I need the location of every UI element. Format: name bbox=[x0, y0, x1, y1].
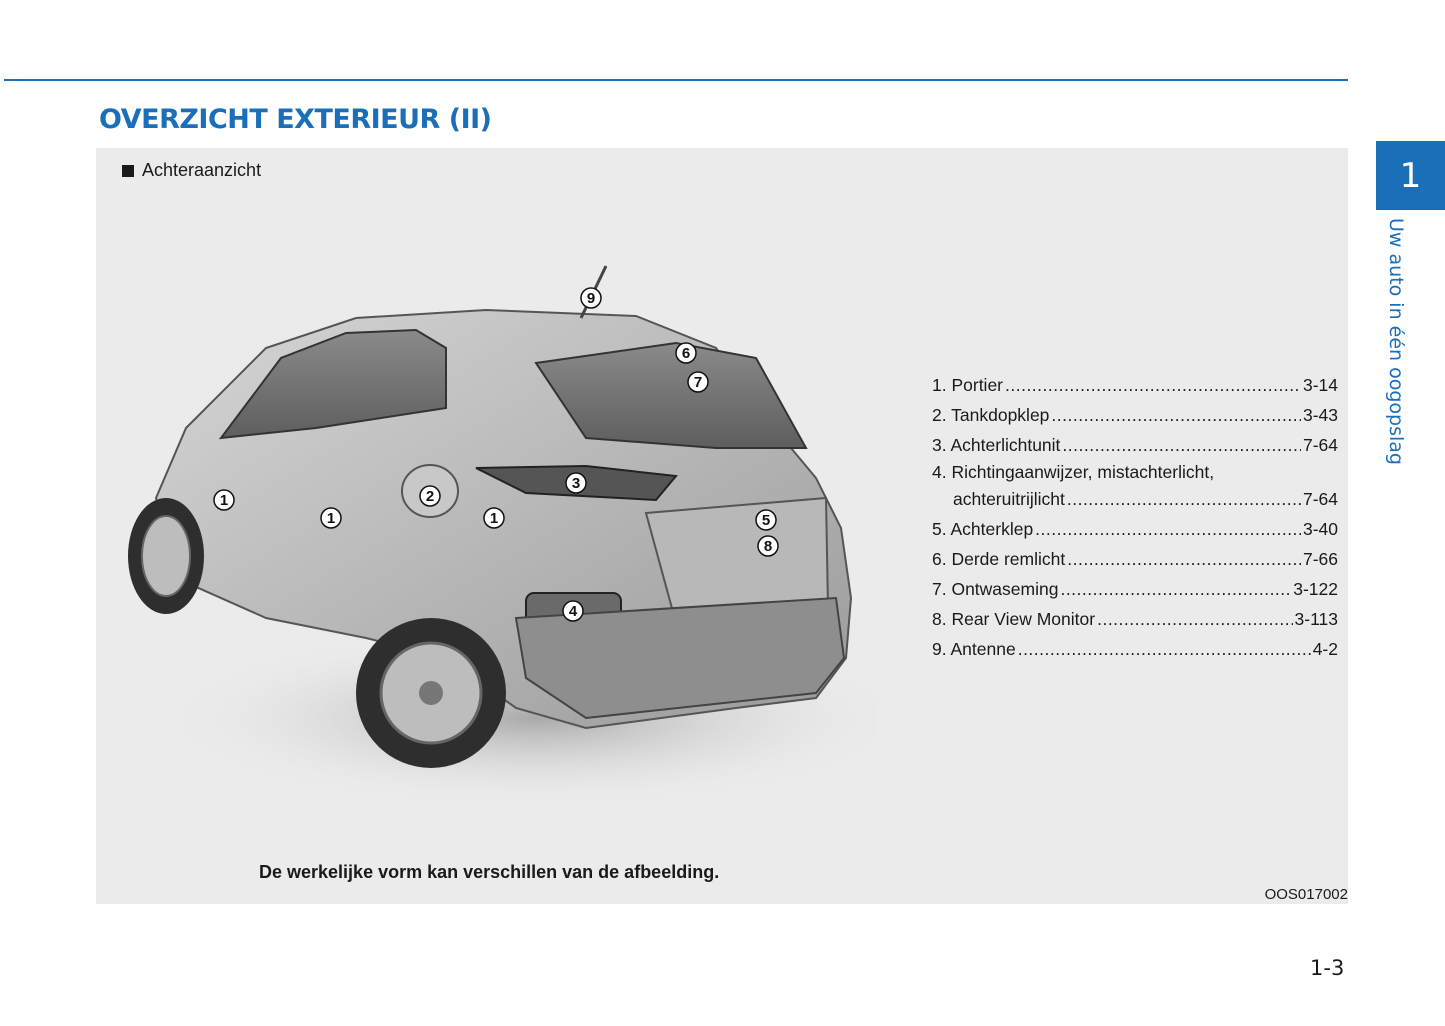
legend-item: 8. Rear View Monitor ..... 3-113 bbox=[932, 604, 1338, 634]
svg-text:8: 8 bbox=[763, 538, 773, 555]
callout-7 bbox=[688, 372, 708, 392]
svg-text:3: 3 bbox=[571, 475, 581, 492]
page-title: OVERZICHT EXTERIEUR (II) bbox=[99, 104, 492, 135]
callout-3 bbox=[566, 473, 586, 493]
wheel-rear bbox=[356, 618, 506, 768]
car-rear-illustration bbox=[116, 238, 876, 818]
callout-2 bbox=[420, 486, 440, 506]
header-rule bbox=[4, 79, 1348, 81]
chapter-side-label: Uw auto in één oogopslag bbox=[1385, 218, 1407, 465]
svg-text:6: 6 bbox=[681, 345, 691, 362]
figure-panel bbox=[96, 148, 1348, 904]
svg-text:2: 2 bbox=[425, 488, 435, 505]
callout-1a bbox=[214, 490, 234, 510]
legend-item: 3. Achterlichtunit ..... 7-64 bbox=[932, 430, 1338, 460]
wheel-front bbox=[128, 498, 204, 614]
chapter-number-tab: 1 bbox=[1376, 141, 1445, 210]
legend-item-continued: achteruitrijlicht ..... 7-64 bbox=[932, 484, 1338, 514]
callout-1b bbox=[321, 508, 341, 528]
legend-item: 6. Derde remlicht ..... 7-66 bbox=[932, 544, 1338, 574]
svg-text:4: 4 bbox=[568, 603, 578, 620]
callout-4 bbox=[563, 601, 583, 621]
svg-text:7: 7 bbox=[693, 374, 703, 391]
legend-item: 7. Ontwaseming ..... 3-122 bbox=[932, 574, 1338, 604]
legend-item: 9. Antenne ..... 4-2 bbox=[932, 634, 1338, 664]
figure-label-text: Achteraanzicht bbox=[142, 160, 262, 180]
svg-text:9: 9 bbox=[586, 290, 596, 307]
svg-text:1: 1 bbox=[326, 510, 336, 527]
svg-text:1: 1 bbox=[489, 510, 499, 527]
legend-item: 1. Portier ..... 3-14 bbox=[932, 370, 1338, 400]
callout-6 bbox=[676, 343, 696, 363]
callout-8 bbox=[758, 536, 778, 556]
callout-9 bbox=[581, 288, 601, 308]
svg-text:1: 1 bbox=[219, 492, 229, 509]
legend-item: 2. Tankdopklep ..... 3-43 bbox=[932, 400, 1338, 430]
legend-item: 5. Achterklep ..... 3-40 bbox=[932, 514, 1338, 544]
svg-text:5: 5 bbox=[761, 512, 771, 529]
figure-disclaimer: De werkelijke vorm kan verschillen van de afbeelding. bbox=[259, 862, 720, 882]
figure-code: OOS017002 bbox=[1264, 886, 1348, 903]
page-number: 1-3 bbox=[1310, 956, 1345, 980]
legend-list bbox=[932, 370, 1338, 664]
callout-1c bbox=[484, 508, 504, 528]
legend-item: 4. Richtingaanwijzer, mistachterlicht, bbox=[932, 462, 1215, 482]
callout-5 bbox=[756, 510, 776, 530]
bullet-square-icon bbox=[122, 165, 134, 177]
figure-label bbox=[122, 160, 261, 181]
